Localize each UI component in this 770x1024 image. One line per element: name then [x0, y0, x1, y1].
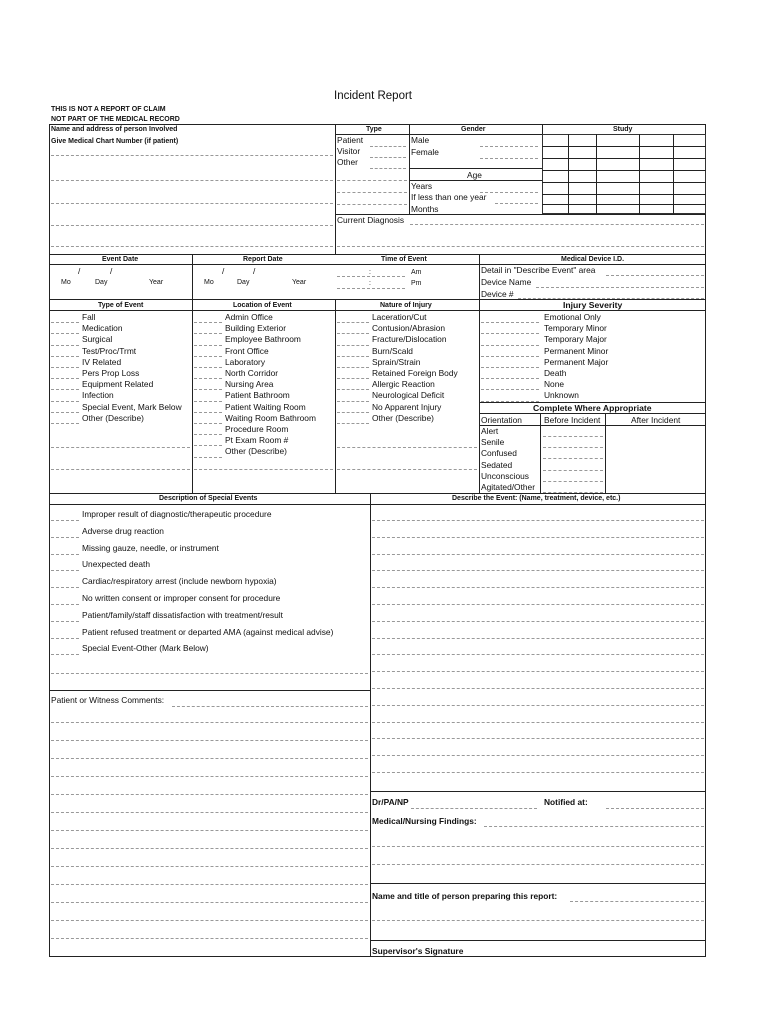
age-months-blank[interactable]	[495, 203, 538, 204]
time-pm-label: Pm	[411, 280, 422, 287]
special-event-item: Cardiac/respiratory arrest (include newborn hypoxia)	[82, 576, 277, 587]
injury-item-label: Laceration/Cut	[372, 312, 427, 322]
injury-item-blank[interactable]	[337, 356, 369, 357]
event-type-item-blank[interactable]	[51, 389, 79, 390]
describe-event-line[interactable]	[372, 722, 704, 723]
location-item-blank[interactable]	[194, 333, 222, 334]
preparer-blank[interactable]	[570, 901, 704, 902]
location-item-label: Procedure Room	[225, 424, 289, 434]
age-months: Months	[411, 204, 439, 214]
event-type-item-label: Test/Proc/Trmt	[82, 345, 137, 356]
location-item-label: Nursing Area	[225, 379, 274, 390]
dr-pa-np-label: Dr/PA/NP	[372, 797, 409, 807]
diagnosis-blank[interactable]	[410, 224, 704, 225]
before-incident-label: Before Incident	[544, 415, 601, 425]
event-type-item-label: Surgical	[82, 334, 113, 345]
special-event-blank[interactable]	[51, 554, 79, 555]
location-item-blank[interactable]	[194, 412, 222, 413]
describe-event-line[interactable]	[372, 705, 704, 706]
time-of-event-header: Time of Event	[381, 256, 427, 263]
special-event-item: Patient/family/staff dissatisfaction with treatment/result	[82, 609, 283, 620]
severity-item-blank[interactable]	[481, 367, 539, 368]
injury-item-blank[interactable]	[337, 345, 369, 346]
severity-item-label: Death	[544, 368, 567, 378]
orientation-item-label: Alert	[481, 426, 499, 436]
describe-event-line[interactable]	[372, 587, 704, 588]
orientation-item-label: Senile	[481, 437, 505, 448]
location-item-blank[interactable]	[194, 322, 222, 323]
severity-item-blank[interactable]	[481, 322, 539, 323]
name-blank-2[interactable]	[51, 180, 333, 181]
severity-item-label: Unknown	[544, 390, 579, 401]
complete-where-appropriate-header: Complete Where Appropriate	[533, 403, 652, 413]
witness-comment-line[interactable]	[51, 938, 368, 939]
severity-item-blank[interactable]	[481, 378, 539, 379]
notice-line-2: NOT PART OF THE MEDICAL RECORD	[51, 116, 180, 123]
severity-item-label: Permanent Minor	[544, 345, 609, 356]
special-event-item: No written consent or improper consent for procedure	[82, 593, 281, 603]
describe-event-line[interactable]	[372, 738, 704, 739]
before-incident-blank[interactable]	[543, 458, 603, 459]
describe-event-line[interactable]	[372, 537, 704, 538]
device-detail-blank[interactable]	[606, 275, 704, 276]
location-item-blank[interactable]	[194, 401, 222, 402]
injury-item-blank[interactable]	[337, 367, 369, 368]
before-incident-blank[interactable]	[543, 470, 603, 471]
special-event-blank[interactable]	[51, 520, 79, 521]
notice-line-1: THIS IS NOT A REPORT OF CLAIM	[51, 106, 166, 113]
event-type-item-blank[interactable]	[51, 356, 79, 357]
location-item-blank[interactable]	[194, 356, 222, 357]
severity-item-label: Temporary Minor	[544, 323, 607, 334]
after-incident-label: After Incident	[631, 415, 681, 425]
orientation-item-label: Confused	[481, 448, 517, 459]
special-event-blank[interactable]	[51, 537, 79, 538]
describe-event-line[interactable]	[372, 554, 704, 555]
event-type-item-label: Medication	[82, 323, 123, 334]
report-date-header: Report Date	[243, 256, 283, 263]
report-date-slash-1: /	[222, 266, 225, 276]
gender-male-blank[interactable]	[480, 146, 538, 147]
injury-severity-header: Injury Severity	[563, 300, 623, 310]
location-item-label: Building Exterior	[225, 323, 286, 334]
special-event-item: Adverse drug reaction	[82, 525, 164, 536]
orientation-label: Orientation	[481, 415, 522, 425]
location-item-blank[interactable]	[194, 345, 222, 346]
injury-item-label: Allergic Reaction	[372, 379, 435, 390]
injury-item-label: Fracture/Dislocation	[372, 334, 447, 345]
event-type-item-label: Infection	[82, 390, 114, 401]
describe-event-line[interactable]	[372, 772, 704, 773]
supervisor-signature-label: Supervisor's Signature	[372, 946, 464, 956]
name-blank-4[interactable]	[51, 225, 333, 226]
location-item-blank[interactable]	[194, 434, 222, 435]
notified-at-label: Notified at:	[544, 797, 588, 807]
witness-comment-line[interactable]	[51, 866, 368, 867]
describe-event-line[interactable]	[372, 570, 704, 571]
time-pm-colon: :	[369, 280, 371, 287]
witness-comment-line[interactable]	[51, 848, 368, 849]
device-number-blank[interactable]	[518, 298, 704, 299]
age-header: Age	[467, 170, 482, 180]
severity-item-label: Permanent Major	[544, 356, 609, 367]
event-type-item-label: Equipment Related	[82, 379, 154, 390]
injury-item-blank[interactable]	[337, 423, 369, 424]
severity-item-blank[interactable]	[481, 345, 539, 346]
chart-number-label: Give Medical Chart Number (if patient)	[51, 138, 179, 145]
location-item-label: North Corridor	[225, 368, 279, 378]
event-type-item-label: IV Related	[82, 356, 122, 367]
event-type-item-blank[interactable]	[51, 333, 79, 334]
special-event-blank[interactable]	[51, 587, 79, 588]
before-incident-blank[interactable]	[543, 436, 603, 437]
name-blank-5[interactable]	[51, 246, 333, 247]
dr-pa-np-blank[interactable]	[411, 808, 537, 809]
witness-comment-line[interactable]	[51, 812, 368, 813]
event-type-item-label: Pers Prop Loss	[82, 368, 140, 378]
special-event-item: Patient refused treatment or departed AMA (against medical advise)	[82, 626, 334, 637]
event-other-blank[interactable]	[51, 447, 190, 448]
location-item-label: Patient Waiting Room	[225, 401, 306, 412]
location-item-label: Employee Bathroom	[225, 334, 301, 345]
injury-item-blank[interactable]	[337, 333, 369, 334]
before-incident-blank[interactable]	[543, 447, 603, 448]
location-item-blank[interactable]	[194, 367, 222, 368]
event-date-year: Year	[149, 279, 164, 286]
event-type-item-blank[interactable]	[51, 412, 79, 413]
location-of-event-header: Location of Event	[233, 302, 292, 309]
location-item-blank[interactable]	[194, 389, 222, 390]
event-type-item-blank[interactable]	[51, 345, 79, 346]
event-type-item-blank[interactable]	[51, 423, 79, 424]
special-event-blank[interactable]	[51, 604, 79, 605]
event-date-day: Day	[95, 279, 108, 286]
special-event-blank[interactable]	[51, 638, 79, 639]
event-type-item-blank[interactable]	[51, 401, 79, 402]
event-type-item-blank[interactable]	[51, 322, 79, 323]
device-name-label: Device Name	[481, 277, 532, 287]
witness-comment-line[interactable]	[51, 722, 368, 723]
describe-event-line[interactable]	[372, 671, 704, 672]
injury-item-label: Retained Foreign Body	[372, 368, 458, 378]
witness-comment-line[interactable]	[51, 920, 368, 921]
special-event-blank[interactable]	[51, 570, 79, 571]
type-header: Type	[366, 126, 382, 133]
severity-item-blank[interactable]	[481, 356, 539, 357]
event-type-item-label: Other (Describe)	[82, 412, 144, 423]
special-event-blank[interactable]	[51, 654, 79, 655]
injury-item-blank[interactable]	[337, 401, 369, 402]
time-am-blank[interactable]	[337, 276, 405, 277]
time-am-colon: :	[369, 269, 371, 276]
form-frame	[49, 124, 706, 957]
severity-item-blank[interactable]	[481, 333, 539, 334]
current-diagnosis-label: Current Diagnosis	[337, 215, 405, 225]
medical-device-header: Medical Device I.D.	[561, 256, 625, 263]
witness-comment-line[interactable]	[51, 902, 368, 903]
event-date-header: Event Date	[102, 256, 139, 263]
injury-item-label: Neurological Deficit	[372, 390, 445, 401]
describe-event-line[interactable]	[372, 638, 704, 639]
severity-item-label: Emotional Only	[544, 312, 601, 322]
device-number-label: Device #	[481, 289, 514, 299]
report-date-slash-2: /	[253, 266, 256, 276]
injury-other-blank[interactable]	[337, 447, 477, 448]
special-event-item: Improper result of diagnostic/therapeutic procedure	[82, 509, 272, 519]
nature-of-injury-header: Nature of Injury	[380, 302, 432, 309]
preparer-label: Name and title of person preparing this report:	[372, 891, 558, 901]
describe-event-line[interactable]	[372, 604, 704, 605]
injury-item-blank[interactable]	[337, 412, 369, 413]
location-other-blank[interactable]	[194, 469, 333, 470]
event-date-mo: Mo	[61, 279, 71, 286]
injury-item-blank[interactable]	[337, 378, 369, 379]
location-item-label: Front Office	[225, 345, 269, 356]
location-item-label: Other (Describe)	[225, 446, 287, 457]
describe-event-line[interactable]	[372, 654, 704, 655]
time-pm-blank[interactable]	[337, 288, 405, 289]
location-item-label: Pt Exam Room #	[225, 435, 289, 446]
describe-event-line[interactable]	[372, 520, 704, 521]
orientation-item-label: Agitated/Other	[481, 482, 536, 492]
describe-event-line[interactable]	[372, 688, 704, 689]
special-event-item: Special Event-Other (Mark Below)	[82, 643, 209, 654]
name-blank-3[interactable]	[51, 203, 333, 204]
gender-female: Female	[411, 147, 439, 157]
device-detail-label: Detail in "Describe Event" area	[481, 265, 596, 275]
witness-comment-line[interactable]	[51, 758, 368, 759]
injury-item-blank[interactable]	[337, 389, 369, 390]
witness-comment-line[interactable]	[51, 776, 368, 777]
witness-comment-line[interactable]	[51, 740, 368, 741]
notified-at-blank[interactable]	[606, 808, 704, 809]
type-other: Other	[337, 157, 358, 167]
injury-item-label: No Apparent Injury	[372, 401, 442, 412]
severity-item-blank[interactable]	[481, 389, 539, 390]
witness-comment-line[interactable]	[51, 794, 368, 795]
event-type-item-blank[interactable]	[51, 367, 79, 368]
witness-comments-label: Patient or Witness Comments:	[51, 695, 165, 705]
witness-comment-line[interactable]	[51, 830, 368, 831]
event-type-item-blank[interactable]	[51, 378, 79, 379]
witness-comment-line[interactable]	[51, 884, 368, 885]
describe-event-line[interactable]	[372, 755, 704, 756]
gender-male: Male	[411, 135, 430, 145]
special-events-header: Description of Special Events	[159, 495, 258, 502]
event-date-slash-2: /	[110, 266, 113, 276]
type-patient: Patient	[337, 135, 364, 145]
injury-other-blank[interactable]	[337, 469, 477, 470]
report-date-day: Day	[237, 279, 250, 286]
witness-blank-0[interactable]	[172, 706, 368, 707]
type-visitor: Visitor	[337, 146, 361, 156]
severity-item-label: Temporary Major	[544, 334, 607, 345]
event-type-item-label: Special Event, Mark Below	[82, 401, 182, 412]
event-type-item-label: Fall	[82, 312, 96, 322]
type-patient-blank[interactable]	[370, 146, 406, 147]
age-years-blank[interactable]	[480, 192, 538, 193]
medical-nursing-findings-label: Medical/Nursing Findings:	[372, 816, 477, 826]
special-event-blank[interactable]	[51, 621, 79, 622]
injury-item-label: Other (Describe)	[372, 412, 434, 423]
location-item-blank[interactable]	[194, 378, 222, 379]
type-of-event-header: Type of Event	[98, 302, 144, 309]
location-item-blank[interactable]	[194, 457, 222, 458]
findings-blank[interactable]	[484, 826, 704, 827]
injury-item-label: Sprain/Strain	[372, 356, 421, 367]
age-less-than-year: If less than one year	[411, 192, 487, 202]
location-item-blank[interactable]	[194, 445, 222, 446]
describe-event-line[interactable]	[372, 621, 704, 622]
name-blank-1[interactable]	[51, 155, 333, 156]
injury-item-label: Contusion/Abrasion	[372, 323, 446, 334]
location-item-label: Patient Bathroom	[225, 390, 290, 401]
special-event-item: Unexpected death	[82, 559, 150, 570]
type-other-blank[interactable]	[370, 168, 406, 169]
location-item-label: Admin Office	[225, 312, 273, 322]
severity-item-label: None	[544, 379, 565, 390]
orientation-item-label: Unconscious	[481, 470, 529, 481]
study-header: Study	[613, 126, 633, 133]
describe-event-header: Describe the Event: (Name, treatment, device, etc.)	[452, 495, 621, 502]
type-visitor-blank[interactable]	[370, 157, 406, 158]
report-date-year: Year	[292, 279, 307, 286]
location-item-label: Laboratory	[225, 356, 266, 367]
before-incident-blank[interactable]	[543, 492, 603, 493]
name-address-label: Name and address of person Involved	[51, 126, 178, 133]
gender-female-blank[interactable]	[480, 158, 538, 159]
before-incident-blank[interactable]	[543, 481, 603, 482]
special-event-item: Missing gauze, needle, or instrument	[82, 542, 219, 553]
time-am-label: Am	[411, 269, 422, 276]
injury-item-label: Burn/Scald	[372, 345, 413, 356]
report-date-mo: Mo	[204, 279, 214, 286]
age-years: Years	[411, 181, 433, 191]
orientation-item-label: Sedated	[481, 459, 513, 470]
event-other-blank[interactable]	[51, 469, 190, 470]
injury-item-blank[interactable]	[337, 322, 369, 323]
page-title: Incident Report	[334, 90, 412, 102]
location-item-label: Waiting Room Bathroom	[225, 412, 316, 423]
location-item-blank[interactable]	[194, 423, 222, 424]
device-name-blank[interactable]	[536, 287, 704, 288]
gender-header: Gender	[461, 126, 486, 133]
event-date-slash-1: /	[78, 266, 81, 276]
